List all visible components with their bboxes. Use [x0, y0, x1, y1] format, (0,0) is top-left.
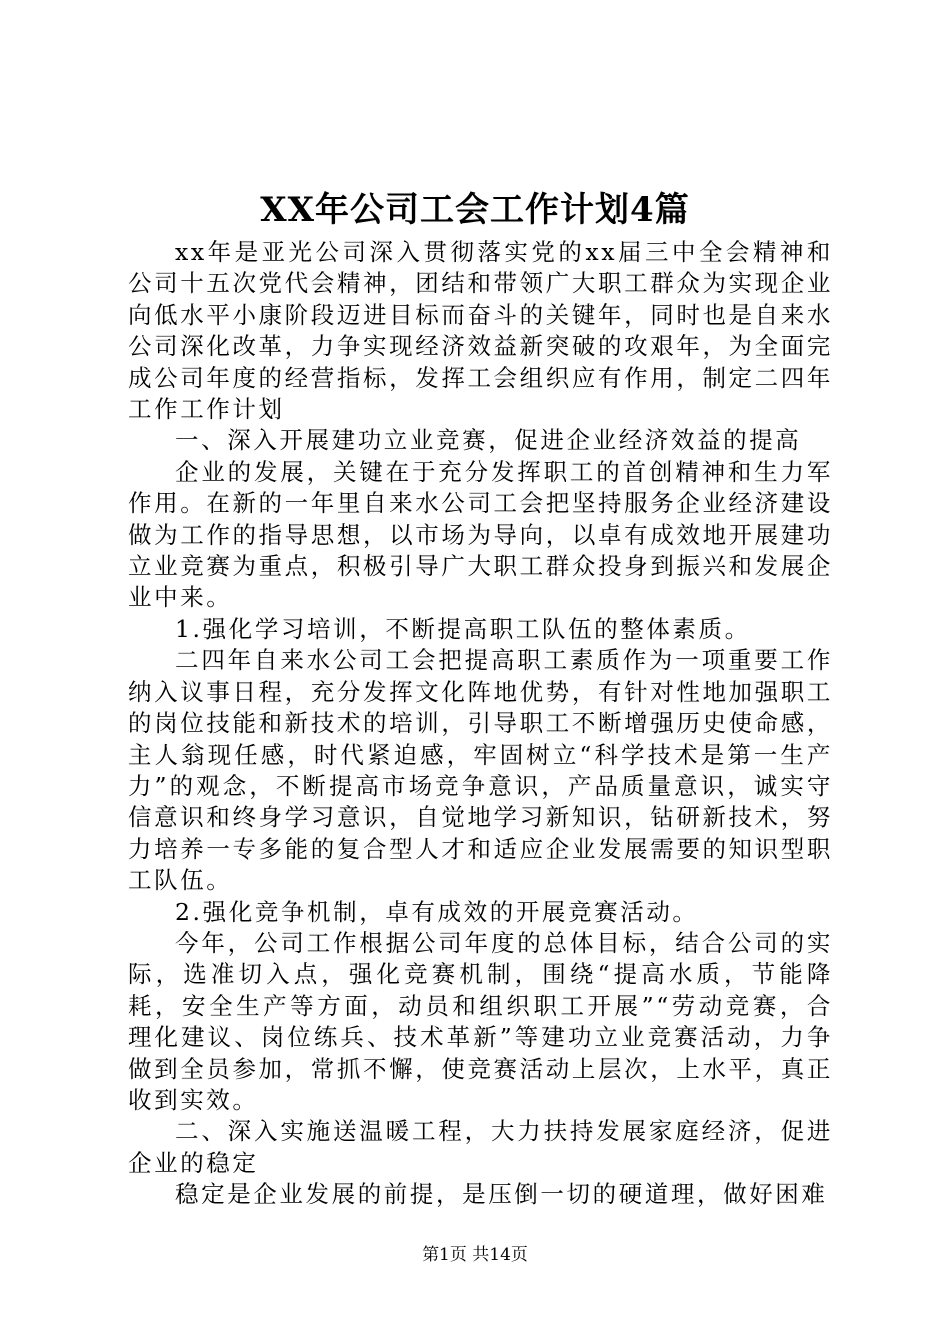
paragraph: xx年是亚光公司深入贯彻落实党的xx届三中全会精神和公司十五次党代会精神，团结和带领广大职工群众为实现企业向低水平小康阶段迈进目标而奋斗的关键年，同时也是自来水公司深化改革，力争实现经济效益新突破的攻艰年，为全面完成公司年度的经营指标，发挥工会组织应有作用，制定二四年工作工作计划 — [128, 238, 833, 424]
paragraph: 企业的发展，关键在于充分发挥职工的首创精神和生力军作用。在新的一年里自来水公司工会把坚持服务企业经济建设做为工作的指导思想，以市场为导向，以卓有成效地开展建功立业竞赛为重点，积极引导广大职工群众投身到振兴和发展企业中来。 — [128, 457, 833, 612]
document-body — [128, 237, 833, 1211]
document-title: XX年公司工会工作计划4篇 — [260, 190, 690, 230]
page-footer: 第1页 共14页 — [422, 1245, 528, 1265]
subsection-heading: 1.强化学习培训，不断提高职工队伍的整体素质。 — [175, 614, 751, 643]
section-heading: 一、深入开展建功立业竞赛，促进企业经济效益的提高 — [175, 426, 802, 455]
subsection-heading: 2.强化竞争机制，卓有成效的开展竞赛活动。 — [175, 897, 699, 926]
section-heading: 二、深入实施送温暖工程，大力扶持发展家庭经济，促进企业的稳定 — [128, 1117, 833, 1177]
paragraph: 二四年自来水公司工会把提高职工素质作为一项重要工作纳入议事日程，充分发挥文化阵地优势，有针对性地加强职工的岗位技能和新技术的培训，引导职工不断增强历史使命感，主人翁现任感，时代紧迫感，牢固树立“科学技术是第一生产力”的观念，不断提高市场竞争意识，产品质量意识，诚实守信意识和终身学习意识，自觉地学习新知识，钻研新技术，努力培养一专多能的复合型人才和适应企业发展需要的知识型职工队伍。 — [128, 646, 833, 895]
paragraph: 稳定是企业发展的前提，是压倒一切的硬道理，做好困难 — [175, 1180, 828, 1209]
paragraph: 今年，公司工作根据公司年度的总体目标，结合公司的实际，选准切入点，强化竞赛机制，围绕“提高水质，节能降耗，安全生产等方面，动员和组织职工开展”“劳动竞赛，合理化建议、岗位练兵、技术革新”等建功立业竞赛活动，力争做到全员参加，常抓不懈，使竞赛活动上层次，上水平，真正收到实效。 — [128, 928, 833, 1114]
